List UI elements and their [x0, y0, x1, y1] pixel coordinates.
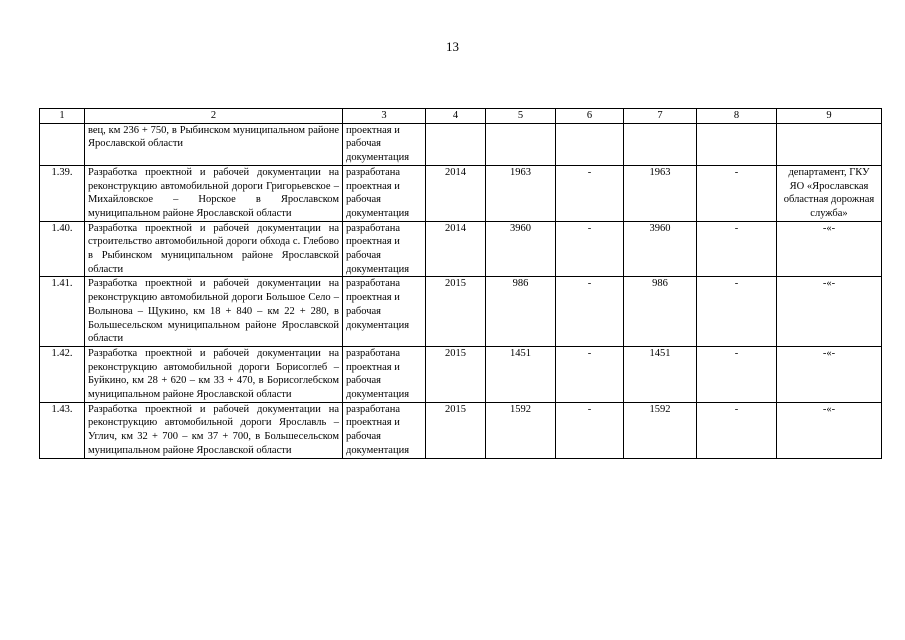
table-row	[40, 123, 882, 165]
page-number: 13	[446, 39, 459, 54]
total-amount-cell: 1963	[486, 165, 556, 221]
row-number-cell: 1.42.	[40, 346, 85, 402]
header-cell: 1	[40, 109, 85, 124]
row-number-cell: 1.41.	[40, 277, 85, 347]
column-6-cell: -	[556, 165, 624, 221]
column-8-cell: -	[697, 346, 777, 402]
header-cell: 8	[697, 109, 777, 124]
column-7-cell: 986	[624, 277, 697, 347]
column-6-cell: -	[556, 221, 624, 277]
column-6-cell: -	[556, 346, 624, 402]
result-cell: разработана проектная и рабочая документация	[343, 402, 426, 458]
total-amount-cell: 1592	[486, 402, 556, 458]
table-row	[40, 221, 882, 277]
column-7-cell: 3960	[624, 221, 697, 277]
column-8-cell: -	[697, 277, 777, 347]
column-7-cell	[624, 123, 697, 165]
measure-name-cell: Разработка проектной и рабочей документации на реконструкцию автомобильной дороги Ярославль – Углич, км 32 + 700 – км 37 + 700, в Большесельском муниципальном районе Ярославской области	[85, 402, 343, 458]
column-7-cell: 1451	[624, 346, 697, 402]
column-6-cell: -	[556, 277, 624, 347]
year-cell: 2015	[426, 402, 486, 458]
table-row	[40, 402, 882, 458]
column-8-cell: -	[697, 402, 777, 458]
measure-name-cell: Разработка проектной и рабочей документации на строительство автомобильной дороги обхода с. Глебово в Рыбинском муниципальном районе Ярославской области	[85, 221, 343, 277]
result-cell: разработана проектная и рабочая документация	[343, 165, 426, 221]
measure-name-cell: Разработка проектной и рабочей документации на реконструкцию автомобильной дороги Большое Село – Волынова – Щукино, км 18 + 840 – км 22 + 280, в Большесельском муниципальном районе Ярославской области	[85, 277, 343, 347]
row-number-cell: 1.40.	[40, 221, 85, 277]
executor-cell: -«-	[777, 221, 882, 277]
executor-cell: -«-	[777, 346, 882, 402]
total-amount-cell: 3960	[486, 221, 556, 277]
table-row	[40, 346, 882, 402]
header-cell: 7	[624, 109, 697, 124]
table-row	[40, 165, 882, 221]
column-8-cell: -	[697, 165, 777, 221]
column-7-cell: 1592	[624, 402, 697, 458]
result-cell: разработана проектная и рабочая документация	[343, 277, 426, 347]
column-6-cell	[556, 123, 624, 165]
executor-cell: -«-	[777, 277, 882, 347]
header-cell: 9	[777, 109, 882, 124]
program-table	[39, 108, 882, 459]
column-8-cell: -	[697, 221, 777, 277]
header-row	[40, 109, 882, 124]
total-amount-cell	[486, 123, 556, 165]
result-cell: разработана проектная и рабочая документация	[343, 221, 426, 277]
year-cell: 2014	[426, 165, 486, 221]
total-amount-cell: 1451	[486, 346, 556, 402]
measure-name-cell: Разработка проектной и рабочей документации на реконструкцию автомобильной дороги Григорьевское – Михайловское – Норское в Ярославском муниципальном районе Ярославской области	[85, 165, 343, 221]
result-cell: разработана проектная и рабочая документация	[343, 346, 426, 402]
result-cell: проектная и рабочая документация	[343, 123, 426, 165]
header-cell: 3	[343, 109, 426, 124]
table-row	[40, 277, 882, 347]
header-cell: 4	[426, 109, 486, 124]
year-cell: 2015	[426, 277, 486, 347]
total-amount-cell: 986	[486, 277, 556, 347]
measure-name-cell: Разработка проектной и рабочей документации на реконструкцию автомобильной дороги Борисоглеб – Буйкино, км 28 + 620 – км 33 + 470, в Борисоглебском муниципальном районе Ярославской области	[85, 346, 343, 402]
year-cell: 2014	[426, 221, 486, 277]
executor-cell: департамент, ГКУ ЯО «Ярославская областная дорожная служба»	[777, 165, 882, 221]
measure-name-cell: вец, км 236 + 750, в Рыбинском муниципальном районе Ярославской области	[85, 123, 343, 165]
executor-cell: -«-	[777, 402, 882, 458]
header-cell: 5	[486, 109, 556, 124]
header-cell: 2	[85, 109, 343, 124]
header-cell: 6	[556, 109, 624, 124]
column-7-cell: 1963	[624, 165, 697, 221]
row-number-cell	[40, 123, 85, 165]
row-number-cell: 1.39.	[40, 165, 85, 221]
column-8-cell	[697, 123, 777, 165]
column-6-cell: -	[556, 402, 624, 458]
year-cell: 2015	[426, 346, 486, 402]
year-cell	[426, 123, 486, 165]
executor-cell	[777, 123, 882, 165]
row-number-cell: 1.43.	[40, 402, 85, 458]
